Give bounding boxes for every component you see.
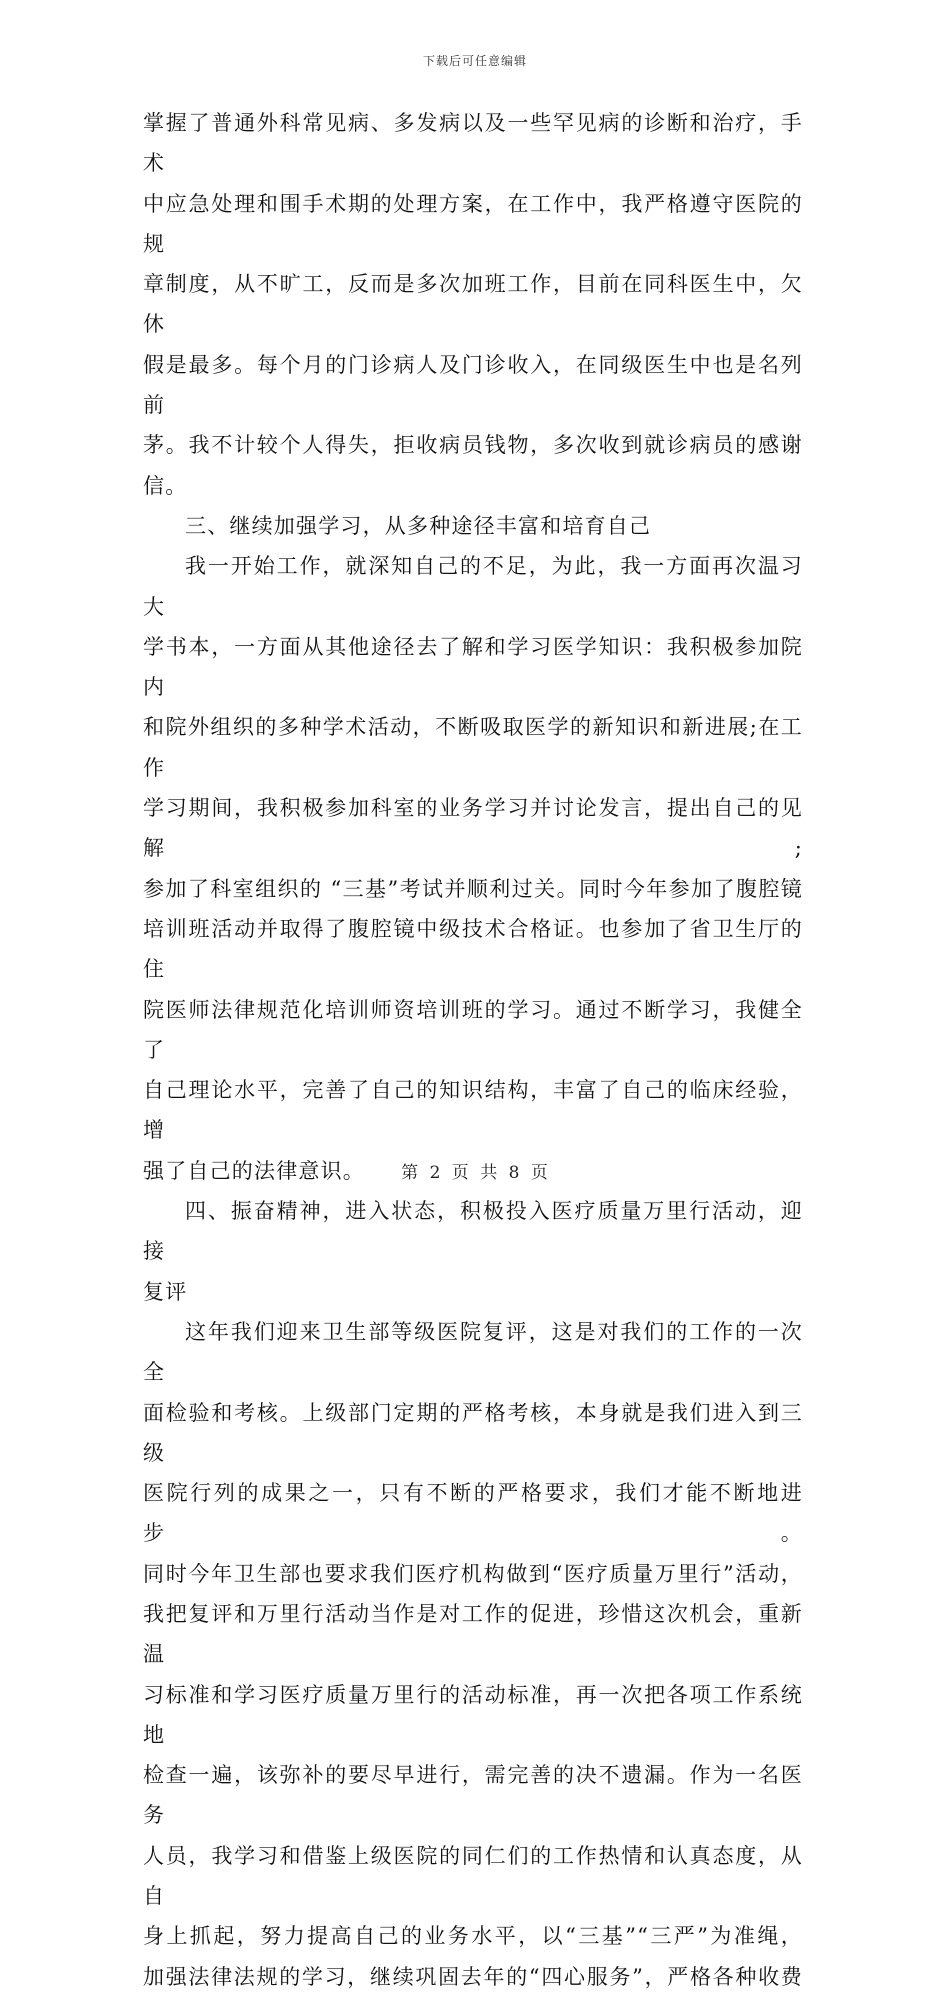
- header-note: 下载后可任意编辑: [422, 54, 527, 68]
- body-line: 和院外组织的多种学术活动，不断吸取医学的新知识和新进展;在工作: [143, 715, 803, 780]
- body-line: 中应急处理和围手术期的处理方案，在工作中，我严格遵守医院的规: [143, 191, 803, 256]
- body-line: 我一开始工作，就深知自己的不足，为此，我一方面再次温习大: [143, 554, 803, 619]
- body-line: 章制度，从不旷工，反而是多次加班工作，目前在同科医生中，欠休: [143, 272, 803, 337]
- body-line: 强了自己的法律意识。: [143, 1158, 365, 1183]
- document-body: [143, 103, 803, 1997]
- body-line: 假是最多。每个月的门诊病人及门诊收入，在同级医生中也是名列前: [143, 352, 803, 418]
- body-line: 学书本，一方面从其他途径去了解和学习医学知识：我积极参加院内: [143, 634, 803, 700]
- body-line: 参加了科室组织的 “三基”考试并顺利过关。同时今年参加了腹腔镜: [143, 876, 803, 901]
- body-line: 习标准和学习医疗质量万里行的活动标准，再一次把各项工作系统地: [143, 1682, 803, 1747]
- body-line: 掌握了普通外科常见病、多发病以及一些罕见病的诊断和治疗，手术: [143, 111, 803, 176]
- body-line: 这年我们迎来卫生部等级医院复评，这是对我们的工作的一次全: [143, 1319, 803, 1385]
- section-heading-3: 三、继续加强学习，从多种途径丰富和培育自己: [185, 513, 652, 538]
- section-heading-4-cont: 复评: [143, 1279, 188, 1304]
- body-line: 茅。我不计较个人得失，拒收病员钱物，多次收到就诊病员的感谢信。: [143, 433, 803, 498]
- body-line: 人员，我学习和借鉴上级医院的同仁们的工作热情和认真态度，从自: [143, 1843, 803, 1909]
- body-line: 培训班活动并取得了腹腔镜中级技术合格证。也参加了省卫生厅的住: [143, 916, 803, 982]
- body-line: 我把复评和万里行活动当作是对工作的促进，珍惜这次机会，重新温: [143, 1601, 803, 1667]
- body-line: 加强法律法规的学习，继续巩固去年的“四心服务”，严格各种收费: [143, 1964, 803, 1989]
- body-line: 院医师法律规范化培训师资培训班的学习。通过不断学习，我健全了: [143, 997, 803, 1062]
- body-line: 身上抓起，努力提高自己的业务水平，以“三基”“三严”为准绳，: [143, 1924, 803, 1949]
- body-line: 检查一遍，该弥补的要尽早进行，需完善的决不遗漏。作为一名医务: [143, 1763, 803, 1828]
- body-line: 自己理论水平，完善了自己的知识结构，丰富了自己的临床经验，增: [143, 1078, 803, 1143]
- body-line: 面检验和考核。上级部门定期的严格考核，本身就是我们进入到三级: [143, 1400, 803, 1465]
- body-line: 同时今年卫生部也要求我们医疗机构做到“医疗质量万里行”活动，: [143, 1561, 803, 1586]
- section-heading-4: 四、振奋精神，进入状态，积极投入医疗质量万里行活动，迎接: [143, 1199, 803, 1264]
- page-number: 第 2 页 共 8 页: [401, 1163, 549, 1183]
- body-line: 学习期间，我积极参加科室的业务学习并讨论发言，提出自己的见解;: [143, 796, 803, 861]
- body-line: 医院行列的成果之一，只有不断的严格要求，我们才能不断地进步。: [143, 1481, 803, 1546]
